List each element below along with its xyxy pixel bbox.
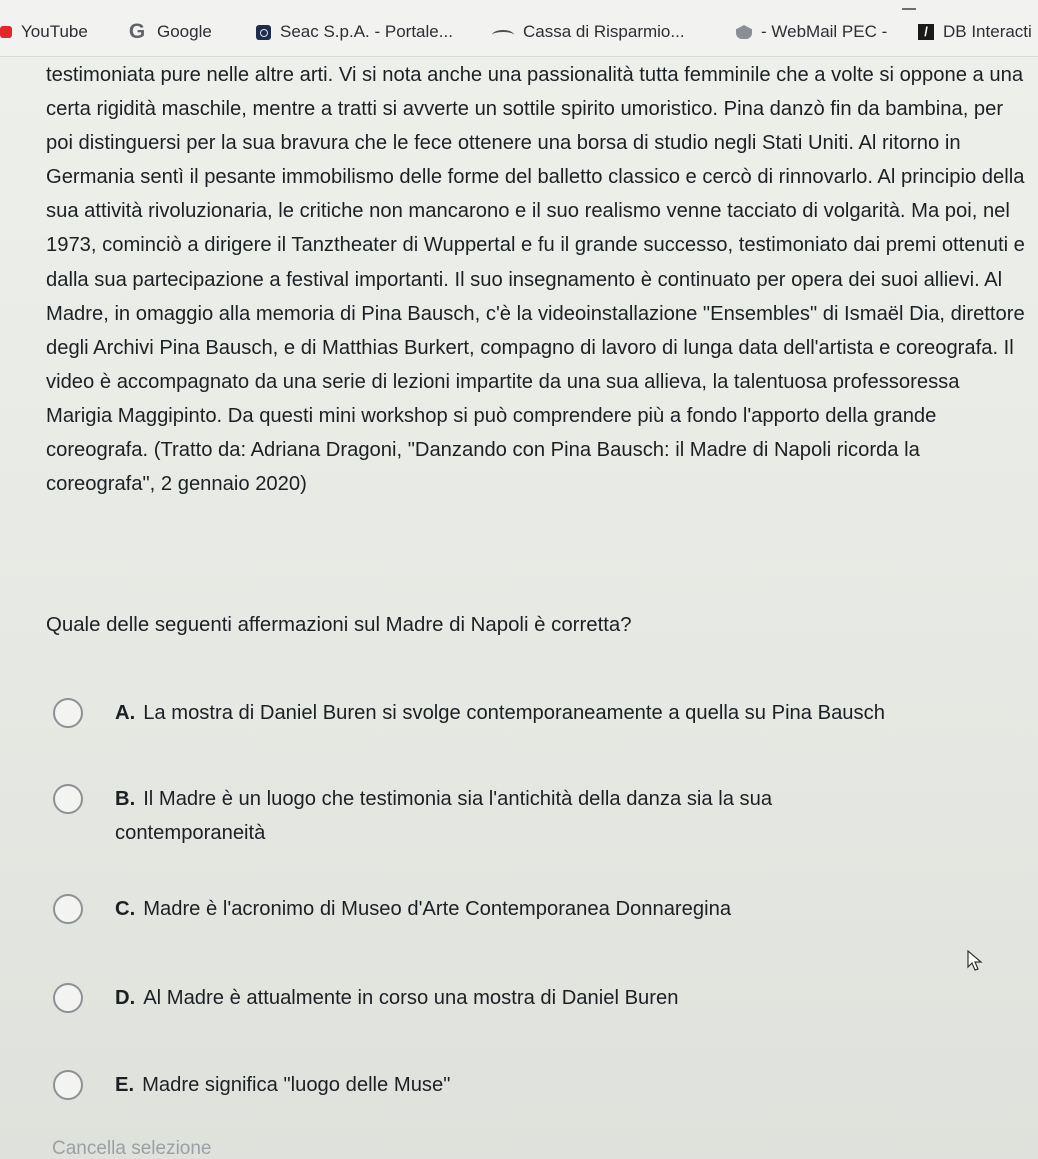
option-text: Al Madre è attualmente in corso una mostra di Daniel Buren <box>143 987 679 1009</box>
seac-icon <box>256 25 271 40</box>
option-letter: B. <box>115 788 136 810</box>
bookmark-label: - WebMail PEC - <box>761 22 888 41</box>
article-text <box>46 58 1026 501</box>
bookmark-label: Cassa di Risparmio... <box>523 22 685 41</box>
radio-button[interactable] <box>53 1070 83 1100</box>
bookmark-seac[interactable] <box>256 20 453 44</box>
option-label <box>115 1068 995 1102</box>
mouse-cursor-icon <box>966 950 984 972</box>
option-label <box>115 696 995 730</box>
bookmark-label: YouTube <box>21 22 88 41</box>
radio-button[interactable] <box>53 784 83 814</box>
option-letter: D. <box>115 987 136 1009</box>
bookmark-label: Google <box>157 22 212 41</box>
option-letter: C. <box>115 898 136 920</box>
cancel-selection-link[interactable]: Cancella selezione <box>52 1138 212 1159</box>
question-text: Quale delle seguenti affermazioni sul Madre di Napoli è corretta? <box>46 614 632 636</box>
youtube-icon <box>0 26 12 38</box>
option-label <box>115 892 995 926</box>
radio-button[interactable] <box>53 983 83 1013</box>
bookmark-db[interactable] <box>918 20 1032 44</box>
option-text: La mostra di Daniel Buren si svolge contemporaneamente a quella su Pina Bausch <box>143 702 885 724</box>
google-icon: G <box>128 20 146 43</box>
bookmark-webmail[interactable] <box>736 20 887 44</box>
option-letter: E. <box>115 1074 135 1096</box>
option-label <box>115 981 995 1015</box>
radio-button[interactable] <box>53 894 83 924</box>
webmail-icon <box>736 25 752 39</box>
option-text: Il Madre è un luogo che testimonia sia l'antichità della danza sia la sua contemporaneità <box>115 788 773 844</box>
bookmark-label: Seac S.p.A. - Portale... <box>280 22 453 41</box>
article-paragraph: testimoniata pure nelle altre arti. Vi si nota anche una passionalità tutta femminile che a volte si oppone a una certa rigidità maschile, mentre a tratti si avverte un sottile spirito umoristico. Pina danzò fin da bambina, per poi distinguersi per la sua bravura che le fece ottenere una borsa di studio negli Stati Uniti. Al ritorno in Germania sentì il pesante immobilismo delle forme del balletto classico e cercò di rinnovarlo. Al principio della sua attività rivoluzionaria, le critiche non mancarono e il suo realismo venne tacciato di volgarità. Ma poi, nel 1973, cominciò a dirigere il Tanztheater di Wuppertal e fu il grande successo, testimoniato dai premi ottenuti e dalla sua partecipazione a festival importanti. Il suo insegnamento è continuato per opera dei suoi allievi. Al Madre, in omaggio alla memoria di Pina Bausch, c'è la videoinstallazione "Ensembles" di Ismaël Dia, direttore degli Archivi Pina Bausch, e di Matthias Burkert, compagno di lavoro di lunga data dell'artista e coreografa. Il video è accompagnato da una serie di lezioni impartite da una sua allieva, la talentuosa professoressa Marigia Maggipinto. Da questi mini workshop si può comprendere più a fondo l'apporto della grande coreografa. (Tratto da: Adriana Dragoni, "Danzando con Pina Bausch: il Madre di Napoli ricorda la coreografa", 2 gennaio 2020) <box>46 64 1025 496</box>
bookmark-cassa[interactable] <box>492 20 685 44</box>
cassa-icon <box>492 30 514 40</box>
bookmarks-bar <box>0 0 1038 57</box>
option-label <box>115 782 845 850</box>
db-icon: / <box>918 24 934 40</box>
bookmark-label: DB Interacti <box>943 22 1032 41</box>
option-text: Madre è l'acronimo di Museo d'Arte Contemporanea Donnaregina <box>143 898 732 920</box>
option-text: Madre significa "luogo delle Muse" <box>142 1074 451 1096</box>
radio-button[interactable] <box>53 698 83 728</box>
bookmark-youtube[interactable] <box>6 20 88 44</box>
option-letter: A. <box>115 702 136 724</box>
minimize-icon[interactable] <box>902 0 916 10</box>
bookmark-google[interactable] <box>126 20 212 44</box>
